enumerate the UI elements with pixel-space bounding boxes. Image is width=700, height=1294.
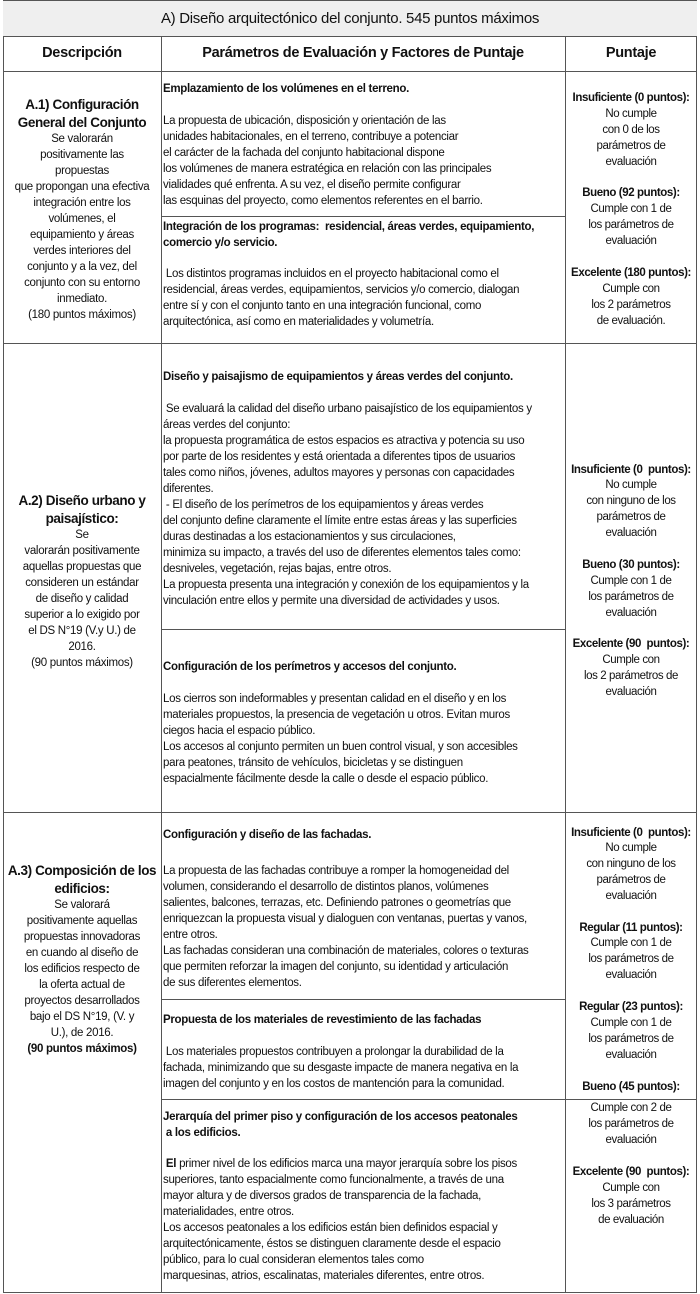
a2-score-text: Cumple con 1 de los parámetros de evaluación: [588, 575, 674, 619]
a2-title: A.2) Diseño urbano y paisajístico:: [18, 493, 146, 526]
a3-param-heading: Jerarquía del primer piso y configuración de los accesos peatonales a los edificios.: [163, 1111, 518, 1139]
a3-score-text: No cumple con ninguno de los parámetros de evaluación: [586, 842, 676, 902]
a3-description: Se valorará positivamente aquellas propuestas innovadoras en cuando al diseño de los edificios respecto de la oferta actual de proyectos desarrollados bajo el DS N°19, (V. y U.), de 2016.: [23, 899, 141, 1039]
header-puntaje: Puntaje: [605, 45, 657, 61]
a2-score-text: No cumple con ninguno de los parámetros de evaluación: [586, 479, 676, 539]
a1-param-heading: Emplazamiento de los volúmenes en el terreno.: [163, 83, 409, 95]
a2-param-heading: Configuración de los perímetros y accesos del conjunto.: [163, 661, 457, 673]
a3-score-label: Regular (11 puntos):: [579, 922, 683, 934]
a1-param-body: Los distintos programas incluidos en el proyecto habitacional como el residencial, áreas verdes, equipamientos, servicios y/o comercio, dialogan entre sí y con el conjunto tanto en una integración funcional, como arquitectónica, así como en materialidades y volumetría.: [163, 268, 520, 328]
header-parametros: Parámetros de Evaluación y Factores de Puntaje: [202, 45, 524, 61]
a3-param-heading: Propuesta de los materiales de revestimiento de las fachadas: [163, 1014, 482, 1026]
header-descripcion: Descripción: [42, 45, 122, 61]
a1-title: A.1) Configuración General del Conjunto: [17, 97, 147, 130]
a2-score-label: Insuficiente (0 puntos):: [571, 464, 691, 476]
a1-score-text: No cumple con 0 de los parámetros de evaluación: [596, 108, 666, 168]
divider: [161, 629, 565, 630]
a1-score-text: Cumple con 1 de los parámetros de evaluación: [588, 203, 674, 247]
border: [3, 343, 697, 344]
a3-score-label: Regular (23 puntos):: [579, 1001, 683, 1013]
a3-param-body: Los materiales propuestos contribuyen a prolongar la durabilidad de la fachada, minimizando que su desgaste impacte de manera negativa en la imagen del conjunto y en los costos de mantención para la comunidad.: [163, 1046, 519, 1090]
a1-param-body: La propuesta de ubicación, disposición y orientación de las unidades habitacionales, en el terreno, contribuye a potenciar el carácter de la fachada del conjunto habitacional dispone los volúmenes de manera estratégica en relación con las principales vialidades qué enfrenta. A su vez, el diseño permite configurar las esquinas del proyecto, como elementos referentes en el barrio.: [163, 115, 492, 207]
divider: [161, 999, 565, 1000]
a1-description: Se valorarán positivamente las propuestas que propongan una efectiva integración entre los volúmenes, el equipamiento y áreas verdes interiores del conjunto y a la vez, del conjunto con su entorno inmediato. (180 puntos máximos): [14, 133, 150, 321]
a3-score-label: Bueno (45 puntos):: [582, 1081, 680, 1093]
a2-score-text: Cumple con los 2 parámetros de evaluación: [583, 654, 679, 698]
a1-param-heading: Integración de los programas: residencial, áreas verdes, equipamiento, comercio y/o servicio.: [163, 221, 535, 249]
a3-score-text: Cumple con 1 de los parámetros de evaluación: [588, 937, 674, 981]
a1-score-label: Excelente (180 puntos):: [571, 267, 691, 279]
border: [3, 71, 697, 72]
a2-score-label: Bueno (30 puntos):: [582, 559, 680, 571]
a1-score-label: Insuficiente (0 puntos):: [572, 92, 690, 104]
a3-body-lead: El: [163, 1158, 177, 1170]
border: [3, 1292, 697, 1293]
a2-description: Se valorarán positivamente aquellas propuestas que consideren un estándar de diseño y calidad superior a lo exigido por el DS N°19 (V.y U.) de 2016. (90 puntos máximos): [22, 529, 142, 669]
a1-score-label: Bueno (92 puntos):: [582, 187, 680, 199]
border: [3, 812, 697, 813]
a3-param-body: La propuesta de las fachadas contribuye a romper la homogeneidad del volumen, considerando el desarrollo de distintos planos, volúmenes salientes, balcones, terrazas, etc. Definiendo patrones o geometrías que enriquezcan la propuesta visual y dialoguen con ventanas, puertas y vanos, entre otros. Las fachadas consideran una combinación de materiales, colores o texturas que permiten reforzar la imagen del conjunto, su identidad y articulación de sus diferentes elementos.: [163, 865, 529, 989]
a3-score-label: Insuficiente (0 puntos):: [571, 827, 691, 839]
a1-score-text: Cumple con los 2 parámetros de evaluación.: [591, 283, 671, 327]
a3-title: A.3) Composición de los edificios:: [7, 863, 157, 896]
a3-score-text: Cumple con los 3 parámetros de evaluación: [591, 1182, 671, 1226]
a3-score-label: Excelente (90 puntos):: [572, 1166, 690, 1178]
divider: [161, 216, 565, 217]
a3-max-points: (90 puntos máximos): [27, 1043, 137, 1055]
a2-param-body: Se evaluará la calidad del diseño urbano paisajístico de los equipamientos y áreas verdes del conjunto: la propuesta programática de estos espacios es atractiva y potencia su uso por parte de los residentes y está orientada a diferentes tipos de usuarios tales como niños, jóvenes, adultos mayores y personas con capacidades diferentes. - El diseño de los perímetros de los equipamientos y áreas verdes del conjunto define claramente el límite entre estas áreas y las superficies duras destinadas a los estacionamientos y sus circulaciones, minimiza su impacto, a través del uso de diferentes elementos tales como: desniveles, vegetación, rejas bajas, entre otros. La propuesta presenta una integración y conexión de los equipamientos y la vinculación entre ellos y permite una diversidad de actividades y usos.: [163, 403, 532, 607]
table-title: A) Diseño arquitectónico del conjunto. 545 puntos máximos: [3, 1, 697, 36]
a2-score-label: Excelente (90 puntos):: [572, 638, 690, 650]
a3-param-heading: Configuración y diseño de las fachadas.: [163, 829, 372, 841]
a3-score-text: Cumple con 1 de los parámetros de evaluación: [588, 1017, 674, 1061]
a3-body-text: primer nivel de los edificios marca una mayor jerarquía sobre los pisos superiores, tanto espacialmente como funcionalmente, a través de una mayor altura y de diversos grados de transparencia de la fachada, materialidades, entre otros. Los accesos peatonales a los edificios están bien definidos espacial y arquitectónicamente, éstos se distinguen claramente desde el espacio público, para lo cual consideran elementos tales como marquesinas, atrios, escalinatas, materiales diferentes, entre otros.: [163, 1158, 517, 1282]
a2-param-body: Los cierros son indeformables y presentan calidad en el diseño y en los materiales propuestos, la presencia de vegetación u otros. Evitan muros ciegos hacia el espacio público. Los accesos al conjunto permiten un buen control visual, y son accesibles para peatones, tránsito de vehículos, bicicletas y se distinguen espacialmente fácilmente desde la calle o desde el espacio público.: [163, 693, 518, 785]
a3-score-text: Cumple con 2 de los parámetros de evaluación: [588, 1102, 674, 1146]
a2-param-heading: Diseño y paisajismo de equipamientos y áreas verdes del conjunto.: [163, 371, 513, 383]
a3-param-body: [163, 1156, 563, 1284]
border: [161, 36, 162, 1293]
